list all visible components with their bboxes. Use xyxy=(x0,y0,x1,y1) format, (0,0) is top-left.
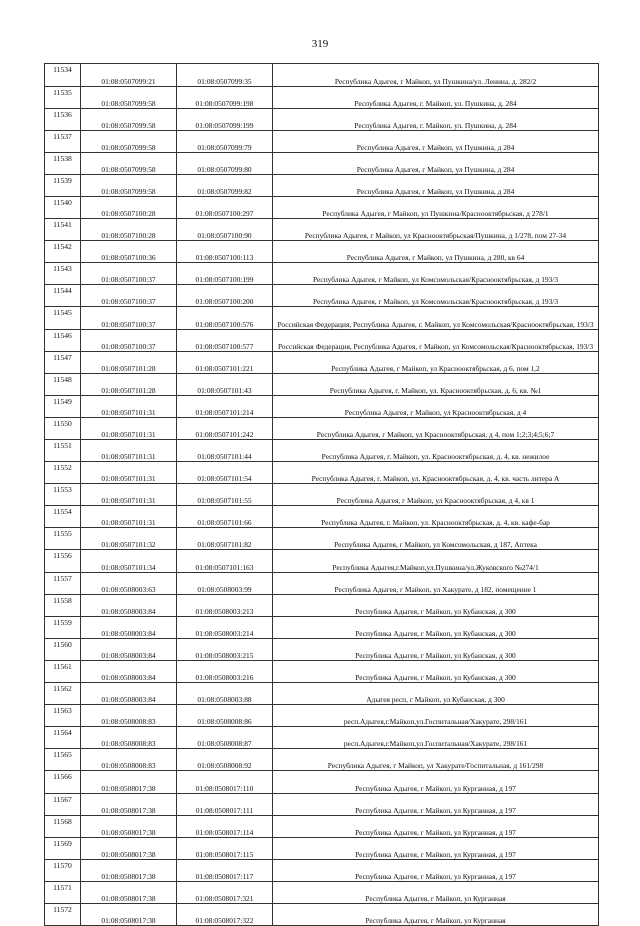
cadastral-number-cell: 01:08:0507099:80 xyxy=(177,152,273,174)
address-cell: Республика Адыгея, г Майкоп, ул Курганная, д 197 xyxy=(273,837,599,859)
row-number-cell: 11565 xyxy=(45,749,81,771)
cadastral-number-cell: 01:08:0507099:198 xyxy=(177,86,273,108)
parent-cadastral-number-cell: 01:08:0507100:28 xyxy=(81,196,177,218)
address-cell: Республика Адыгея, г Майкоп, ул Пушкина, д 284 xyxy=(273,174,599,196)
cadastral-number-cell: 01:08:0508017:117 xyxy=(177,859,273,881)
address-cell: Республика Адыгея, г Майкоп, ул Краснооктябрьская/Пушкина, д 1/278, пом 27-34 xyxy=(273,219,599,241)
cadastral-number-cell: 01:08:0507099:82 xyxy=(177,174,273,196)
cadastral-number-cell: 01:08:0507101:43 xyxy=(177,373,273,395)
address-cell: Республика Адыгея, г Майкоп, ул Курганная, д 197 xyxy=(273,815,599,837)
table-row xyxy=(45,881,599,903)
address-cell: Республика Адыгея, г Майкоп, ул Пушкина, д 280, кв 64 xyxy=(273,241,599,263)
row-number-cell: 11544 xyxy=(45,285,81,307)
row-number-cell: 11552 xyxy=(45,462,81,484)
table-row xyxy=(45,903,599,925)
address-cell: Республика Адыгея, г. Майкоп, ул. Краснооктябрьская, д. 4, кв. кафе-бар xyxy=(273,506,599,528)
row-number-cell: 11537 xyxy=(45,130,81,152)
parent-cadastral-number-cell: 01:08:0507100:37 xyxy=(81,285,177,307)
row-number-cell: 11556 xyxy=(45,550,81,572)
cadastral-number-cell: 01:08:0507101:54 xyxy=(177,462,273,484)
address-cell: Республика Адыгея, г Майкоп, ул Краснооктябрьская, д 4, кв 1 xyxy=(273,484,599,506)
address-cell: Республика Адыгея, г Майкоп, ул Хакурате/Госпитальная, д 161/298 xyxy=(273,749,599,771)
cadastral-number-cell: 01:08:0508017:322 xyxy=(177,903,273,925)
row-number-cell: 11555 xyxy=(45,528,81,550)
cadastral-number-cell: 01:08:0507099:35 xyxy=(177,64,273,87)
address-cell: респ.Адыгея,г.Майкоп,ул.Госпитальная/Хакурате, 298/161 xyxy=(273,727,599,749)
cadastral-number-cell: 01:08:0508008:86 xyxy=(177,705,273,727)
address-cell: Республика Адыгея, г Майкоп, ул Краснооктябрьская, д 6, пом 1,2 xyxy=(273,351,599,373)
address-cell: Республика Адыгея, г Майкоп, ул Кубанская, д 300 xyxy=(273,638,599,660)
cadastral-number-cell: 01:08:0507100:199 xyxy=(177,263,273,285)
table-row xyxy=(45,395,599,417)
table-row xyxy=(45,771,599,793)
parent-cadastral-number-cell: 01:08:0508017:38 xyxy=(81,771,177,793)
parent-cadastral-number-cell: 01:08:0508008:83 xyxy=(81,705,177,727)
row-number-cell: 11542 xyxy=(45,241,81,263)
table-row xyxy=(45,462,599,484)
row-number-cell: 11562 xyxy=(45,683,81,705)
row-number-cell: 11553 xyxy=(45,484,81,506)
row-number-cell: 11572 xyxy=(45,903,81,925)
address-cell: Республика Адыгея, г Майкоп, ул Курганная, д 197 xyxy=(273,793,599,815)
parent-cadastral-number-cell: 01:08:0507100:36 xyxy=(81,241,177,263)
parent-cadastral-number-cell: 01:08:0508017:38 xyxy=(81,881,177,903)
address-cell: Российская Федерация, Республика Адыгея, г. Майкоп, ул Комсомольская/Краснооктябрьская, 193/3 xyxy=(273,307,599,329)
table-row xyxy=(45,130,599,152)
row-number-cell: 11550 xyxy=(45,417,81,439)
table-row xyxy=(45,705,599,727)
parent-cadastral-number-cell: 01:08:0507101:31 xyxy=(81,484,177,506)
row-number-cell: 11547 xyxy=(45,351,81,373)
parent-cadastral-number-cell: 01:08:0508003:84 xyxy=(81,594,177,616)
table-row xyxy=(45,683,599,705)
table-row xyxy=(45,64,599,87)
parent-cadastral-number-cell: 01:08:0507101:31 xyxy=(81,395,177,417)
parent-cadastral-number-cell: 01:08:0508017:38 xyxy=(81,793,177,815)
address-cell: Республика Адыгея, г Майкоп, ул Курганная xyxy=(273,881,599,903)
address-cell: Республика Адыгея, г Майкоп, ул Пушкина, д 284 xyxy=(273,130,599,152)
parent-cadastral-number-cell: 01:08:0507099:58 xyxy=(81,152,177,174)
parent-cadastral-number-cell: 01:08:0507101:32 xyxy=(81,528,177,550)
row-number-cell: 11538 xyxy=(45,152,81,174)
parent-cadastral-number-cell: 01:08:0507100:37 xyxy=(81,263,177,285)
table-row xyxy=(45,837,599,859)
row-number-cell: 11571 xyxy=(45,881,81,903)
cadastral-number-cell: 01:08:0508017:110 xyxy=(177,771,273,793)
table-row xyxy=(45,572,599,594)
table-row xyxy=(45,329,599,351)
cadastral-number-cell: 01:08:0507101:163 xyxy=(177,550,273,572)
parent-cadastral-number-cell: 01:08:0508003:84 xyxy=(81,616,177,638)
row-number-cell: 11539 xyxy=(45,174,81,196)
cadastral-number-cell: 01:08:0507101:221 xyxy=(177,351,273,373)
cadastral-number-cell: 01:08:0507101:66 xyxy=(177,506,273,528)
parent-cadastral-number-cell: 01:08:0507099:58 xyxy=(81,86,177,108)
cadastral-number-cell: 01:08:0508017:115 xyxy=(177,837,273,859)
parent-cadastral-number-cell: 01:08:0507099:21 xyxy=(81,64,177,87)
row-number-cell: 11566 xyxy=(45,771,81,793)
table-row xyxy=(45,727,599,749)
address-cell: Республика Адыгея, г Майкоп, ул Комсомольская, д 187, Аптека xyxy=(273,528,599,550)
address-cell: Республика Адыгея, г Майкоп, ул Краснооктябрьская, д 4 xyxy=(273,395,599,417)
address-cell: Российская Федерация, Республика Адыгея, г Майкоп, ул Комсомольская/Краснооктябрьская, 193/3 xyxy=(273,329,599,351)
cadastral-number-cell: 01:08:0507100:297 xyxy=(177,196,273,218)
table-row xyxy=(45,594,599,616)
registry-table-body xyxy=(45,64,599,926)
row-number-cell: 11569 xyxy=(45,837,81,859)
table-row xyxy=(45,174,599,196)
table-row xyxy=(45,373,599,395)
parent-cadastral-number-cell: 01:08:0507099:58 xyxy=(81,174,177,196)
address-cell: респ.Адыгея,г.Майкоп,ул.Госпитальная/Хакурате, 298/161 xyxy=(273,705,599,727)
address-cell: Республика Адыгея, г. Майкоп, ул. Пушкина, д. 284 xyxy=(273,108,599,130)
address-cell: Республика Адыгея, г Майкоп, ул Курганная, д 197 xyxy=(273,771,599,793)
parent-cadastral-number-cell: 01:08:0507101:31 xyxy=(81,417,177,439)
parent-cadastral-number-cell: 01:08:0508008:83 xyxy=(81,727,177,749)
row-number-cell: 11543 xyxy=(45,263,81,285)
table-row xyxy=(45,108,599,130)
address-cell: Республика Адыгея, г Майкоп, ул Кубанская, д 300 xyxy=(273,660,599,682)
table-row xyxy=(45,638,599,660)
parent-cadastral-number-cell: 01:08:0508017:38 xyxy=(81,903,177,925)
cadastral-number-cell: 01:08:0508003:99 xyxy=(177,572,273,594)
cadastral-number-cell: 01:08:0507100:576 xyxy=(177,307,273,329)
address-cell: Республика Адыгея, г Майкоп, ул Краснооктябрьская, д 4, пом 1;2;3;4;5;6;7 xyxy=(273,417,599,439)
row-number-cell: 11548 xyxy=(45,373,81,395)
row-number-cell: 11563 xyxy=(45,705,81,727)
parent-cadastral-number-cell: 01:08:0508017:38 xyxy=(81,859,177,881)
parent-cadastral-number-cell: 01:08:0507101:31 xyxy=(81,440,177,462)
address-cell: Республика Адыгея, г Майкоп, ул Курганная xyxy=(273,903,599,925)
parent-cadastral-number-cell: 01:08:0508003:84 xyxy=(81,660,177,682)
row-number-cell: 11551 xyxy=(45,440,81,462)
address-cell: Республика Адыгея, г Майкоп, ул Комсомольская/Краснооктябрьская, д 193/3 xyxy=(273,285,599,307)
cadastral-number-cell: 01:08:0508003:215 xyxy=(177,638,273,660)
row-number-cell: 11570 xyxy=(45,859,81,881)
table-row xyxy=(45,307,599,329)
cadastral-number-cell: 01:08:0508003:216 xyxy=(177,660,273,682)
parent-cadastral-number-cell: 01:08:0508003:84 xyxy=(81,638,177,660)
cadastral-registry-table xyxy=(44,63,599,926)
cadastral-number-cell: 01:08:0507100:90 xyxy=(177,219,273,241)
row-number-cell: 11559 xyxy=(45,616,81,638)
parent-cadastral-number-cell: 01:08:0508003:63 xyxy=(81,572,177,594)
address-cell: Республика Адыгея, г. Майкоп, ул. Краснооктябрьская, д. 4, кв. часть литера А xyxy=(273,462,599,484)
address-cell: Республика Адыгея, г. Майкоп, ул. Пушкина, д. 284 xyxy=(273,86,599,108)
table-row xyxy=(45,196,599,218)
parent-cadastral-number-cell: 01:08:0507100:28 xyxy=(81,219,177,241)
parent-cadastral-number-cell: 01:08:0507101:31 xyxy=(81,462,177,484)
row-number-cell: 11545 xyxy=(45,307,81,329)
address-cell: Республика Адыгея, г Майкоп, ул Пушкина/Краснооктябрьская, д 278/1 xyxy=(273,196,599,218)
address-cell: Адыгея респ, г Майкоп, ул Кубанская, д 300 xyxy=(273,683,599,705)
row-number-cell: 11541 xyxy=(45,219,81,241)
row-number-cell: 11557 xyxy=(45,572,81,594)
parent-cadastral-number-cell: 01:08:0507101:28 xyxy=(81,373,177,395)
parent-cadastral-number-cell: 01:08:0508008:83 xyxy=(81,749,177,771)
parent-cadastral-number-cell: 01:08:0508017:38 xyxy=(81,815,177,837)
address-cell: Республика Адыгея, г Майкоп, ул Пушкина/ул. Ленина, д. 282/2 xyxy=(273,64,599,87)
table-row xyxy=(45,86,599,108)
table-row xyxy=(45,616,599,638)
table-row xyxy=(45,152,599,174)
address-cell: Республика Адыгея, г Майкоп, ул Кубанская, д 300 xyxy=(273,594,599,616)
table-row xyxy=(45,440,599,462)
row-number-cell: 11534 xyxy=(45,64,81,87)
parent-cadastral-number-cell: 01:08:0507099:58 xyxy=(81,108,177,130)
row-number-cell: 11561 xyxy=(45,660,81,682)
cadastral-number-cell: 01:08:0508003:214 xyxy=(177,616,273,638)
parent-cadastral-number-cell: 01:08:0507101:31 xyxy=(81,506,177,528)
table-row xyxy=(45,660,599,682)
parent-cadastral-number-cell: 01:08:0507100:37 xyxy=(81,329,177,351)
table-row xyxy=(45,241,599,263)
table-row xyxy=(45,550,599,572)
address-cell: Республика Адыгея,г.Майкоп,ул.Пушкина/ул.Жуковского №274/1 xyxy=(273,550,599,572)
row-number-cell: 11536 xyxy=(45,108,81,130)
row-number-cell: 11535 xyxy=(45,86,81,108)
row-number-cell: 11567 xyxy=(45,793,81,815)
row-number-cell: 11554 xyxy=(45,506,81,528)
parent-cadastral-number-cell: 01:08:0507100:37 xyxy=(81,307,177,329)
row-number-cell: 11560 xyxy=(45,638,81,660)
table-row xyxy=(45,528,599,550)
row-number-cell: 11568 xyxy=(45,815,81,837)
address-cell: Республика Адыгея, г. Майкоп, ул. Краснооктябрьская, д. 4, кв. нежилое xyxy=(273,440,599,462)
table-row xyxy=(45,793,599,815)
table-row xyxy=(45,351,599,373)
parent-cadastral-number-cell: 01:08:0508017:38 xyxy=(81,837,177,859)
row-number-cell: 11540 xyxy=(45,196,81,218)
cadastral-number-cell: 01:08:0508003:213 xyxy=(177,594,273,616)
address-cell: Республика Адыгея, г Майкоп, ул Кубанская, д 300 xyxy=(273,616,599,638)
cadastral-number-cell: 01:08:0507100:113 xyxy=(177,241,273,263)
table-row xyxy=(45,859,599,881)
address-cell: Республика Адыгея, г Майкоп, ул Хакурате, д 182, помещение 1 xyxy=(273,572,599,594)
parent-cadastral-number-cell: 01:08:0507099:58 xyxy=(81,130,177,152)
cadastral-number-cell: 01:08:0507099:199 xyxy=(177,108,273,130)
cadastral-number-cell: 01:08:0508017:321 xyxy=(177,881,273,903)
table-row xyxy=(45,815,599,837)
table-row xyxy=(45,506,599,528)
cadastral-number-cell: 01:08:0507099:79 xyxy=(177,130,273,152)
parent-cadastral-number-cell: 01:08:0507101:34 xyxy=(81,550,177,572)
cadastral-number-cell: 01:08:0508008:92 xyxy=(177,749,273,771)
cadastral-number-cell: 01:08:0507101:82 xyxy=(177,528,273,550)
cadastral-number-cell: 01:08:0508008:87 xyxy=(177,727,273,749)
address-cell: Республика Адыгея, г Майкоп, ул Курганная, д 197 xyxy=(273,859,599,881)
address-cell: Республика Адыгея, г Майкоп, ул Комсомольская/Краснооктябрьская, д 193/3 xyxy=(273,263,599,285)
table-row xyxy=(45,285,599,307)
row-number-cell: 11546 xyxy=(45,329,81,351)
cadastral-number-cell: 01:08:0507101:242 xyxy=(177,417,273,439)
row-number-cell: 11558 xyxy=(45,594,81,616)
table-row xyxy=(45,484,599,506)
cadastral-number-cell: 01:08:0507101:55 xyxy=(177,484,273,506)
cadastral-number-cell: 01:08:0507100:577 xyxy=(177,329,273,351)
cadastral-number-cell: 01:08:0508017:111 xyxy=(177,793,273,815)
parent-cadastral-number-cell: 01:08:0508003:84 xyxy=(81,683,177,705)
table-row xyxy=(45,263,599,285)
address-cell: Республика Адыгея, г. Майкоп, ул. Краснооктябрьская, д. 6, кв. №1 xyxy=(273,373,599,395)
parent-cadastral-number-cell: 01:08:0507101:28 xyxy=(81,351,177,373)
address-cell: Республика Адыгея, г Майкоп, ул Пушкина, д 284 xyxy=(273,152,599,174)
cadastral-number-cell: 01:08:0507100:200 xyxy=(177,285,273,307)
table-row xyxy=(45,749,599,771)
row-number-cell: 11564 xyxy=(45,727,81,749)
page-number: 319 xyxy=(311,38,329,50)
table-row xyxy=(45,219,599,241)
table-row xyxy=(45,417,599,439)
cadastral-number-cell: 01:08:0508017:114 xyxy=(177,815,273,837)
row-number-cell: 11549 xyxy=(45,395,81,417)
cadastral-number-cell: 01:08:0507101:44 xyxy=(177,440,273,462)
cadastral-number-cell: 01:08:0508003:88 xyxy=(177,683,273,705)
cadastral-number-cell: 01:08:0507101:214 xyxy=(177,395,273,417)
